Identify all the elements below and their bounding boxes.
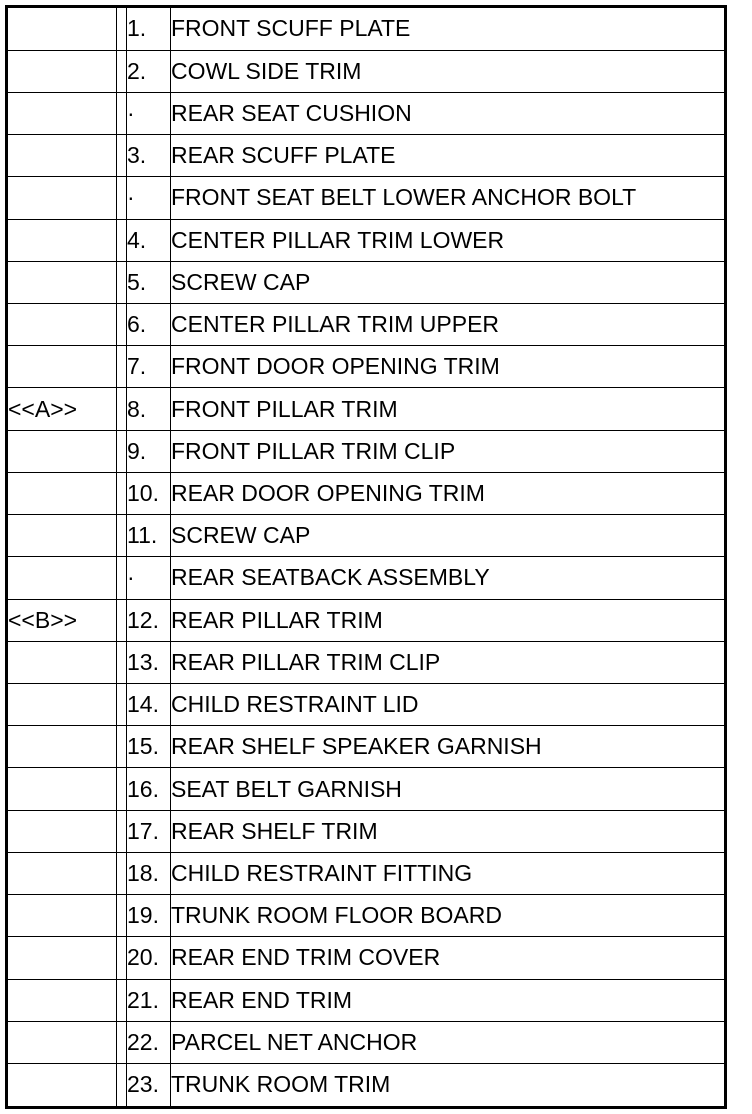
view-reference-cell — [8, 50, 117, 92]
item-number-cell: 22. — [127, 1021, 171, 1063]
view-reference-cell — [8, 219, 117, 261]
view-reference-cell — [8, 979, 117, 1021]
item-number-cell: 10. — [127, 472, 171, 514]
item-number-cell: · — [127, 177, 171, 219]
item-number-cell: 3. — [127, 135, 171, 177]
view-reference-cell — [8, 472, 117, 514]
part-name-cell: CHILD RESTRAINT FITTING — [171, 852, 725, 894]
part-name-cell: REAR SHELF TRIM — [171, 810, 725, 852]
item-number-cell: 14. — [127, 684, 171, 726]
item-number-cell: 20. — [127, 937, 171, 979]
view-reference-cell — [8, 1063, 117, 1106]
table-row — [8, 684, 724, 726]
view-reference-cell — [8, 810, 117, 852]
part-name-cell: FRONT PILLAR TRIM — [171, 388, 725, 430]
table-row — [8, 979, 724, 1021]
separator-cell — [117, 219, 127, 261]
part-name-cell: REAR END TRIM COVER — [171, 937, 725, 979]
item-number-cell: 9. — [127, 430, 171, 472]
view-reference-cell — [8, 430, 117, 472]
separator-cell — [117, 346, 127, 388]
table-row — [8, 8, 724, 50]
part-name-cell: CENTER PILLAR TRIM LOWER — [171, 219, 725, 261]
table-row — [8, 50, 724, 92]
separator-cell — [117, 810, 127, 852]
item-number-cell: 21. — [127, 979, 171, 1021]
table-row — [8, 430, 724, 472]
table-row — [8, 92, 724, 134]
separator-cell — [117, 304, 127, 346]
view-reference-cell — [8, 557, 117, 599]
part-name-cell: SEAT BELT GARNISH — [171, 768, 725, 810]
table-row — [8, 304, 724, 346]
view-reference-cell — [8, 641, 117, 683]
separator-cell — [117, 92, 127, 134]
item-number-cell: 15. — [127, 726, 171, 768]
part-name-cell: FRONT DOOR OPENING TRIM — [171, 346, 725, 388]
item-number-cell: 18. — [127, 852, 171, 894]
view-reference-cell — [8, 135, 117, 177]
part-name-cell: REAR PILLAR TRIM CLIP — [171, 641, 725, 683]
separator-cell — [117, 726, 127, 768]
item-number-cell: 5. — [127, 261, 171, 303]
table-row — [8, 219, 724, 261]
part-name-cell: REAR DOOR OPENING TRIM — [171, 472, 725, 514]
separator-cell — [117, 684, 127, 726]
view-reference-cell — [8, 1021, 117, 1063]
part-name-cell: CENTER PILLAR TRIM UPPER — [171, 304, 725, 346]
separator-cell — [117, 599, 127, 641]
table-row — [8, 1021, 724, 1063]
table-row — [8, 895, 724, 937]
separator-cell — [117, 177, 127, 219]
part-name-cell: REAR SEAT CUSHION — [171, 92, 725, 134]
item-number-cell: 8. — [127, 388, 171, 430]
part-name-cell: SCREW CAP — [171, 261, 725, 303]
item-number-cell: 13. — [127, 641, 171, 683]
table-row — [8, 135, 724, 177]
separator-cell — [117, 388, 127, 430]
part-name-cell: FRONT SEAT BELT LOWER ANCHOR BOLT — [171, 177, 725, 219]
table-row — [8, 177, 724, 219]
table-row — [8, 810, 724, 852]
view-reference-cell — [8, 895, 117, 937]
view-reference-cell — [8, 937, 117, 979]
item-number-cell: 2. — [127, 50, 171, 92]
separator-cell — [117, 50, 127, 92]
view-reference-cell — [8, 346, 117, 388]
part-name-cell: TRUNK ROOM TRIM — [171, 1063, 725, 1106]
item-number-cell: 16. — [127, 768, 171, 810]
parts-list-table — [8, 8, 724, 1106]
item-number-cell: 7. — [127, 346, 171, 388]
part-name-cell: REAR SCUFF PLATE — [171, 135, 725, 177]
part-name-cell: SCREW CAP — [171, 515, 725, 557]
separator-cell — [117, 979, 127, 1021]
separator-cell — [117, 1063, 127, 1106]
part-name-cell: COWL SIDE TRIM — [171, 50, 725, 92]
table-row — [8, 726, 724, 768]
item-number-cell: 6. — [127, 304, 171, 346]
item-number-cell: · — [127, 557, 171, 599]
part-name-cell: FRONT SCUFF PLATE — [171, 8, 725, 50]
view-reference-cell — [8, 92, 117, 134]
separator-cell — [117, 895, 127, 937]
table-row — [8, 852, 724, 894]
table-row — [8, 346, 724, 388]
table-row — [8, 768, 724, 810]
part-name-cell: PARCEL NET ANCHOR — [171, 1021, 725, 1063]
view-reference-cell: <<B>> — [8, 599, 117, 641]
view-reference-cell — [8, 726, 117, 768]
separator-cell — [117, 515, 127, 557]
table-row — [8, 261, 724, 303]
separator-cell — [117, 8, 127, 50]
table-row — [8, 599, 724, 641]
table-row — [8, 557, 724, 599]
separator-cell — [117, 135, 127, 177]
table-row — [8, 388, 724, 430]
separator-cell — [117, 430, 127, 472]
separator-cell — [117, 852, 127, 894]
view-reference-cell — [8, 768, 117, 810]
item-number-cell: · — [127, 92, 171, 134]
part-name-cell: REAR SHELF SPEAKER GARNISH — [171, 726, 725, 768]
item-number-cell: 1. — [127, 8, 171, 50]
separator-cell — [117, 641, 127, 683]
part-name-cell: REAR END TRIM — [171, 979, 725, 1021]
part-name-cell: CHILD RESTRAINT LID — [171, 684, 725, 726]
view-reference-cell — [8, 852, 117, 894]
view-reference-cell — [8, 261, 117, 303]
separator-cell — [117, 1021, 127, 1063]
item-number-cell: 4. — [127, 219, 171, 261]
part-name-cell: REAR PILLAR TRIM — [171, 599, 725, 641]
table-row — [8, 937, 724, 979]
item-number-cell: 23. — [127, 1063, 171, 1106]
item-number-cell: 17. — [127, 810, 171, 852]
item-number-cell: 11. — [127, 515, 171, 557]
view-reference-cell — [8, 177, 117, 219]
table-row — [8, 472, 724, 514]
view-reference-cell — [8, 304, 117, 346]
table-row — [8, 641, 724, 683]
separator-cell — [117, 472, 127, 514]
table-row — [8, 515, 724, 557]
separator-cell — [117, 937, 127, 979]
item-number-cell: 12. — [127, 599, 171, 641]
parts-list-body — [8, 8, 724, 1106]
part-name-cell: TRUNK ROOM FLOOR BOARD — [171, 895, 725, 937]
separator-cell — [117, 768, 127, 810]
view-reference-cell: <<A>> — [8, 388, 117, 430]
part-name-cell: REAR SEATBACK ASSEMBLY — [171, 557, 725, 599]
item-number-cell: 19. — [127, 895, 171, 937]
view-reference-cell — [8, 8, 117, 50]
separator-cell — [117, 557, 127, 599]
parts-list-frame — [5, 5, 727, 1109]
view-reference-cell — [8, 515, 117, 557]
separator-cell — [117, 261, 127, 303]
table-row — [8, 1063, 724, 1106]
part-name-cell: FRONT PILLAR TRIM CLIP — [171, 430, 725, 472]
view-reference-cell — [8, 684, 117, 726]
